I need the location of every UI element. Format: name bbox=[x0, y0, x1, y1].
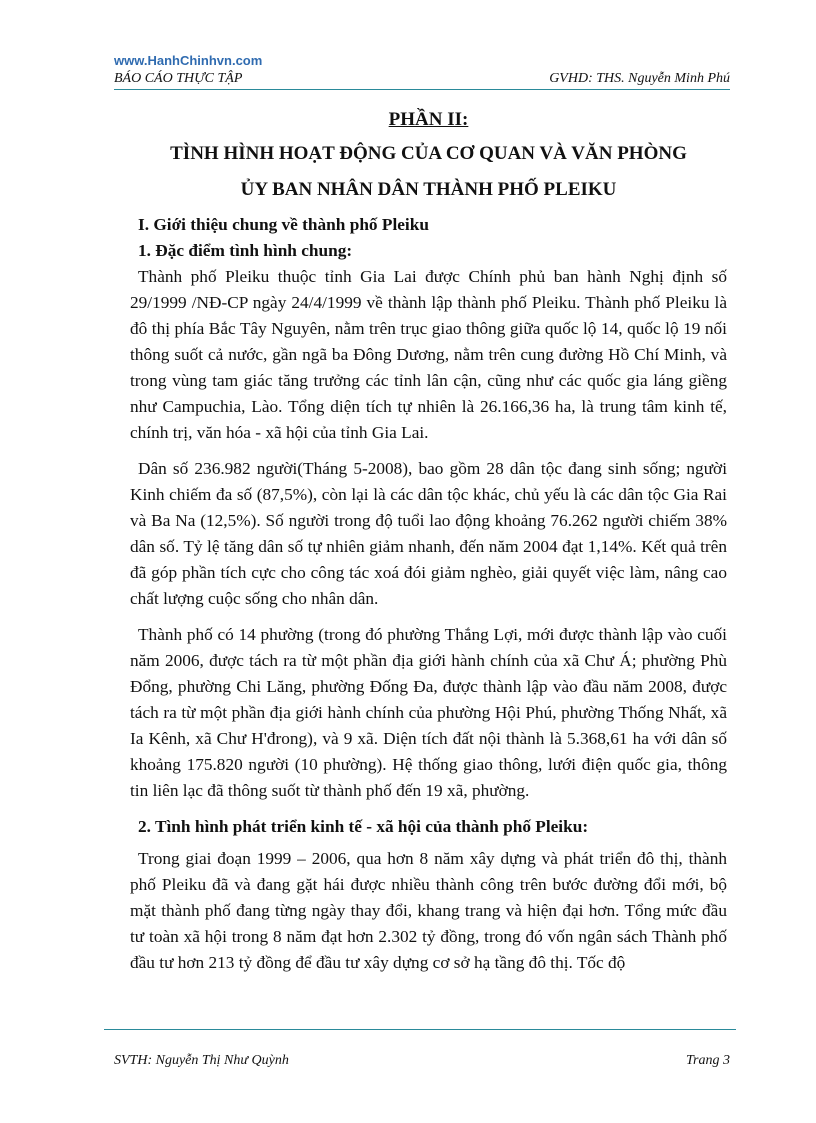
page-number: Trang 3 bbox=[686, 1053, 730, 1068]
part-label: PHẦN II: bbox=[388, 109, 469, 130]
paragraph-1: Thành phố Pleiku thuộc tỉnh Gia Lai được Chính phủ ban hành Nghị định số 29/1999 /NĐ-CP ngày 24/4/1999 về thành lập thành phố Pleiku. Thành phố Pleiku là đô thị phía Bắc Tây Nguyên, nằm trên trục giao thông giữa quốc lộ 14, quốc lộ 19 nối thông suốt cả nước, gần ngã ba Đông Dương, nằm trên cung đường Hồ Chí Minh, và trong vùng tam giác tăng trưởng các tỉnh lân cận, cũng như các quốc gia láng giềng như Campuchia, Lào. Tổng diện tích tự nhiên là 26.166,36 ha, là trung tâm kinh tế, chính trị, văn hóa - xã hội của tỉnh Gia Lai. bbox=[130, 267, 727, 442]
header-report-title: BÁO CÁO THỰC TẬP bbox=[114, 71, 243, 86]
footer-student: SVTH: Nguyễn Thị Như Quỳnh bbox=[114, 1053, 289, 1068]
paragraph-2: Dân số 236.982 người(Tháng 5-2008), bao gồm 28 dân tộc đang sinh sống; người Kinh chiếm đa số (87,5%), còn lại là các dân tộc khác, chủ yếu là các dân tộc Gia Rai và Ba Na (12,5%). Số người trong độ tuổi lao động khoảng 76.262 người chiếm 38% dân số. Tỷ lệ tăng dân số tự nhiên giảm nhanh, đến năm 2004 đạt 1,14%. Kết quả trên đã góp phần tích cực cho công tác xoá đói giảm nghèo, giải quyết việc làm, nâng cao chất lượng cuộc sống cho nhân dân. bbox=[130, 459, 727, 608]
site-watermark-link[interactable]: www.HanhChinhvn.com bbox=[114, 53, 263, 68]
subsection-heading-1: 1. Đặc điểm tình hình chung: bbox=[138, 241, 353, 260]
chapter-title-line-1: TÌNH HÌNH HOẠT ĐỘNG CỦA CƠ QUAN VÀ VĂN PHÒNG bbox=[170, 143, 687, 164]
part-heading bbox=[130, 106, 727, 134]
page-header bbox=[114, 71, 730, 90]
chapter-title-line-2: ỦY BAN NHÂN DÂN THÀNH PHỐ PLEIKU bbox=[240, 179, 617, 200]
page-body bbox=[130, 106, 727, 976]
paragraph-3: Thành phố có 14 phường (trong đó phường Thắng Lợi, mới được thành lập vào cuối năm 2006, được tách ra từ một phần địa giới hành chính của xã Chư Á; phường Phù Đổng, phường Chi Lăng, phường Đống Đa, được thành lập vào đầu năm 2008, được tách ra từ một phần địa giới hành chính của phường Hội Phú, phường Thống Nhất, xã Ia Kênh, xã Chư H'đrong), và 9 xã. Diện tích đất nội thành là 5.368,61 ha với dân số khoảng 175.820 người (10 phường). Hệ thống giao thông, lưới điện quốc gia, thông tin liên lạc đã thông suốt từ thành phố đến 19 xã, phường. bbox=[130, 625, 727, 800]
footer-rule bbox=[104, 1029, 736, 1030]
section-heading-1: I. Giới thiệu chung về thành phố Pleiku bbox=[138, 215, 429, 234]
header-advisor: GVHD: THS. Nguyễn Minh Phú bbox=[549, 71, 730, 86]
paragraph-4: Trong giai đoạn 1999 – 2006, qua hơn 8 năm xây dựng và phát triển đô thị, thành phố Pleiku đã và đang gặt hái được nhiều thành công trên bước đường đổi mới, bộ mặt thành phố đang từng ngày thay đổi, khang trang và hiện đại hơn. Tổng mức đầu tư toàn xã hội trong 8 năm đạt hơn 2.302 tỷ đồng, trong đó vốn ngân sách Thành phố đầu tư hơn 213 tỷ đồng để đầu tư xây dựng cơ sở hạ tầng đô thị. Tốc độ bbox=[130, 849, 727, 972]
subsection-heading-2: 2. Tình hình phát triển kinh tế - xã hội của thành phố Pleiku: bbox=[138, 817, 589, 836]
